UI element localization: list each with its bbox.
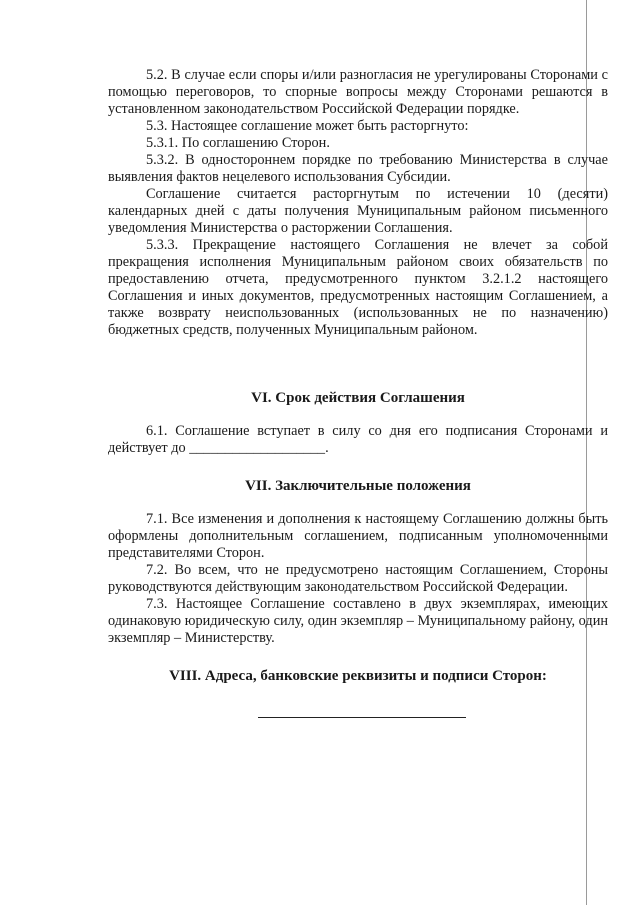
section-6-heading: VI. Срок действия Соглашения bbox=[251, 390, 465, 406]
paragraph-5-3-1: 5.3.1. По соглашению Сторон. bbox=[146, 135, 330, 151]
section-6-block bbox=[108, 423, 608, 457]
section-7-heading: VII. Заключительные положения bbox=[245, 478, 471, 494]
paragraph-6-1: 6.1. Соглашение вступает в силу со дня его подписания Сторонами и действует до ___________________. bbox=[108, 423, 608, 456]
section-8-heading: VIII. Адреса, банковские реквизиты и подписи Сторон: bbox=[169, 668, 547, 684]
section-7-block bbox=[108, 511, 608, 647]
paragraph-7-1: 7.1. Все изменения и дополнения к настоящему Соглашению должны быть оформлены дополнительным соглашением, подписанным уполномоченными представителями Сторон. bbox=[108, 511, 608, 561]
paragraph-5-3-2: 5.3.2. В одностороннем порядке по требованию Министерства в случае выявления фактов нецелевого использования Субсидии. bbox=[108, 152, 608, 185]
signature-fill-line bbox=[258, 717, 466, 718]
paragraph-5-2: 5.2. В случае если споры и/или разногласия не урегулированы Сторонами с помощью переговоров, то спорные вопросы между Сторонами решаются в установленном законодательством Российской Федерации порядке. bbox=[108, 67, 608, 117]
paragraph-agreement-terminated: Соглашение считается расторгнутым по истечении 10 (десяти) календарных дней с даты получения Муниципальным районом письменного уведомления Министерства о расторжении Соглашения. bbox=[108, 186, 608, 236]
paragraph-7-2: 7.2. Во всем, что не предусмотрено настоящим Соглашением, Стороны руководствуются действующим законодательством Российской Федерации. bbox=[108, 562, 608, 595]
paragraph-5-3: 5.3. Настоящее соглашение может быть расторгнуто: bbox=[146, 118, 469, 134]
paragraph-5-3-3: 5.3.3. Прекращение настоящего Соглашения не влечет за собой прекращения исполнения Муниципальным районом своих обязательств по предоставлению отчета, предусмотренного пунктом 3.2.1.2 настоящего Соглашения и иных документов, предусмотренных настоящим Соглашением, а также возврату неиспользованных (использованных не по назначению) бюджетных средств, полученных Муниципальным районом. bbox=[108, 237, 608, 338]
paragraph-7-3: 7.3. Настоящее Соглашение составлено в двух экземплярах, имеющих одинаковую юридическую силу, один экземпляр – Муниципальному району, один экземпляр – Министерству. bbox=[108, 596, 608, 646]
section-5-block bbox=[108, 67, 608, 339]
